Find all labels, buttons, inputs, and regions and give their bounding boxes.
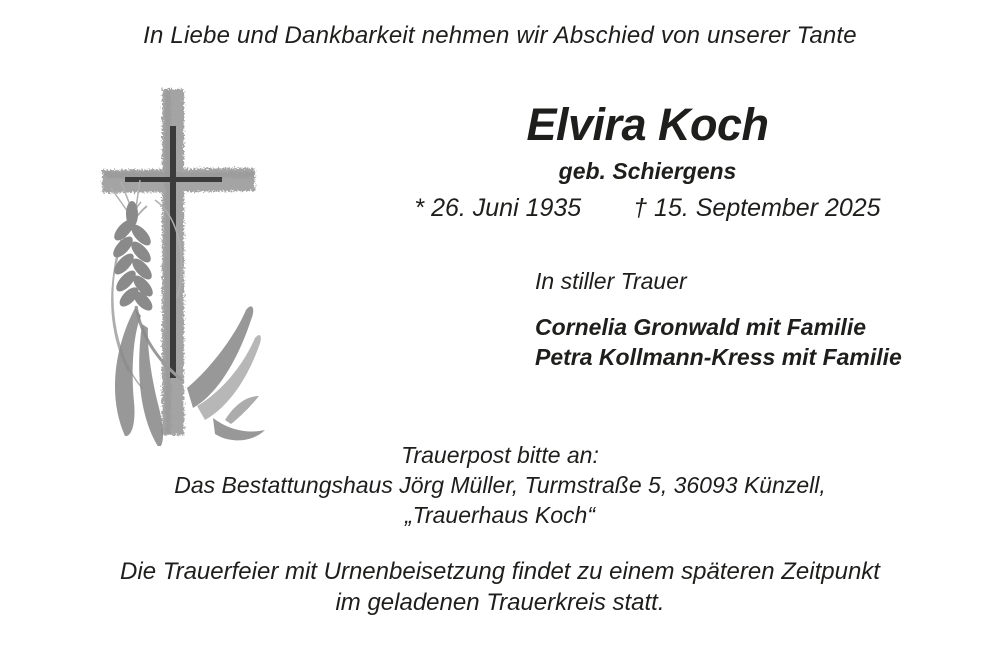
condolence-heading: Trauerpost bitte an:	[401, 442, 599, 468]
death-date: † 15. September 2025	[633, 194, 881, 222]
condolence-address: Das Bestattungshaus Jörg Müller, Turmstraße 5, 36093 Künzell,	[174, 472, 826, 498]
mourner-line: Cornelia Gronwald mit Familie	[535, 314, 867, 340]
cross-wheat-icon	[85, 84, 275, 446]
funeral-note-line2: im geladenen Trauerkreis statt.	[335, 589, 665, 616]
maiden-name: geb. Schiergens	[558, 158, 737, 184]
funeral-note-block	[0, 556, 1000, 618]
memorial-block	[395, 101, 900, 223]
birth-date: * 26. Juni 1935	[414, 194, 582, 222]
life-dates	[395, 193, 900, 223]
deceased-name: Elvira Koch	[526, 99, 769, 150]
mourning-intro: In stiller Trauer	[535, 268, 687, 294]
funeral-note-line1: Die Trauerfeier mit Urnenbeisetzung findet zu einem späteren Zeitpunkt	[120, 558, 880, 585]
condolence-house-name: „Trauerhaus Koch“	[404, 502, 596, 528]
mourners-list	[535, 312, 955, 372]
wheat-ear	[110, 180, 265, 446]
intro-line: In Liebe und Dankbarkeit nehmen wir Abschied von unserer Tante	[143, 22, 857, 49]
mourner-line: Petra Kollmann-Kress mit Familie	[535, 344, 902, 370]
mourning-block	[535, 267, 955, 372]
condolence-address-block	[0, 440, 1000, 530]
